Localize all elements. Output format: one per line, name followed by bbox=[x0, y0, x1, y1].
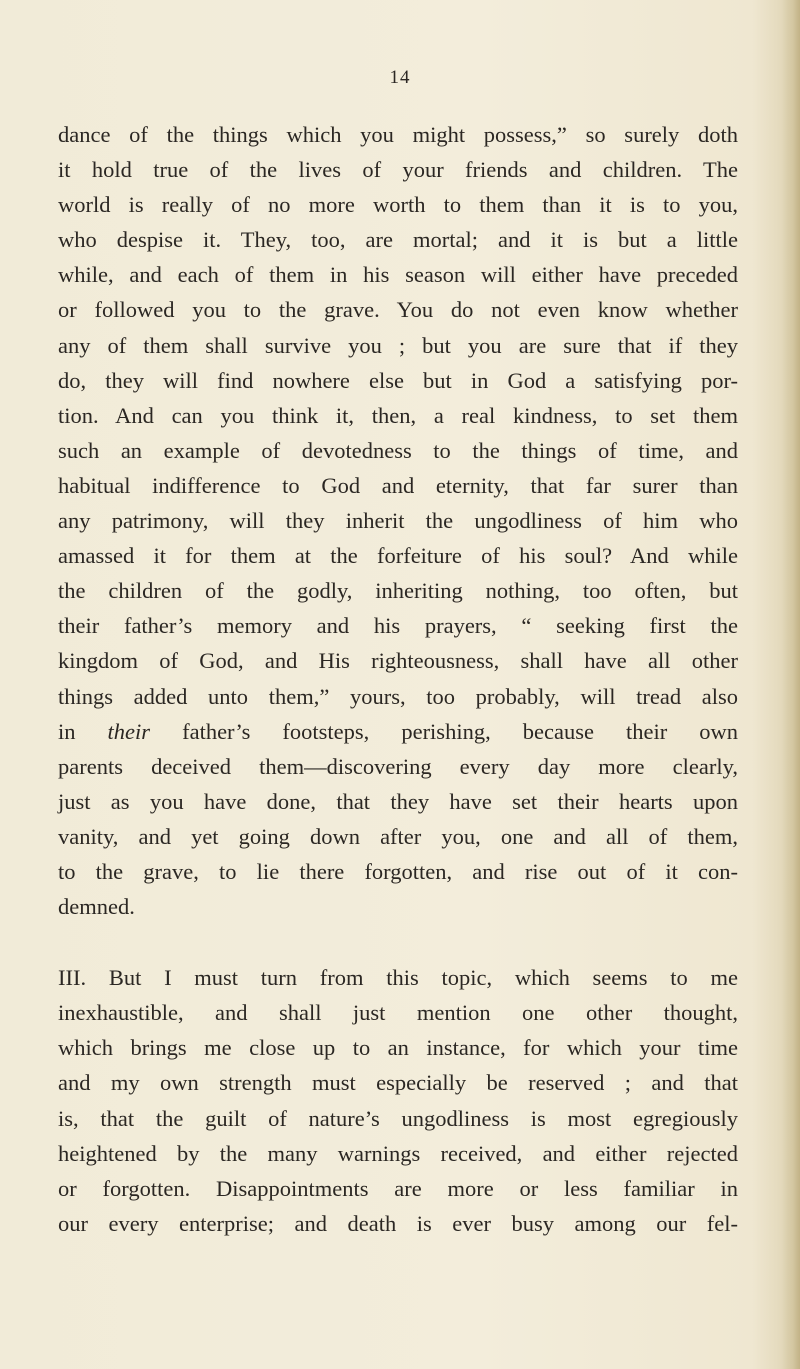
text-line: habitual indifference to God and eternity, that far surer than bbox=[58, 472, 738, 498]
text-line: III. But I must turn from this topic, which seems to me bbox=[58, 965, 738, 991]
text-line: inexhaustible, and shall just mention one other thought, bbox=[58, 1000, 738, 1026]
text-line: and my own strength must especially be reserved ; and that bbox=[58, 1070, 738, 1096]
text-line: the children of the godly, inheriting nothing, too often, but bbox=[58, 578, 738, 604]
text-line: is, that the guilt of nature’s ungodliness is most egregiously bbox=[58, 1105, 738, 1131]
text-line: demned. bbox=[58, 894, 135, 920]
text-line: do, they will find nowhere else but in God a satisfying por- bbox=[58, 367, 738, 393]
text-line: heightened by the many warnings received, and either rejected bbox=[58, 1140, 738, 1166]
text-line: their father’s memory and his prayers, “ seeking first the bbox=[58, 613, 738, 639]
text-line: tion. And can you think it, then, a real kindness, to set them bbox=[58, 402, 738, 428]
italic-word: their bbox=[107, 718, 151, 744]
text-line: amassed it for them at the forfeiture of his soul? And while bbox=[58, 543, 738, 569]
text-line: our every enterprise; and death is ever busy among our fel- bbox=[58, 1210, 738, 1236]
text-line: such an example of devotedness to the things of time, and bbox=[58, 437, 738, 463]
text-line: dance of the things which you might possess,” so surely doth bbox=[58, 122, 738, 147]
page-edge-shadow bbox=[782, 0, 800, 1369]
text-line: parents deceived them—discovering every day more clearly, bbox=[58, 753, 738, 779]
text-line: or forgotten. Disappointments are more or less familiar in bbox=[58, 1175, 738, 1201]
text-line: world is really of no more worth to them than it is to you, bbox=[58, 192, 738, 218]
text-line: who despise it. They, too, are mortal; and it is but a little bbox=[58, 227, 738, 253]
body-text bbox=[58, 117, 738, 1241]
paragraph-gap bbox=[58, 924, 738, 960]
text-line: which brings me close up to an instance, for which your time bbox=[58, 1035, 738, 1061]
text-line: things added unto them,” yours, too probably, will tread also bbox=[58, 683, 738, 709]
text-line: in their father’s footsteps, perishing, because their own bbox=[58, 718, 738, 744]
paragraph-2 bbox=[58, 960, 738, 1241]
text-line: vanity, and yet going down after you, one and all of them, bbox=[58, 823, 738, 849]
text-line: just as you have done, that they have set their hearts upon bbox=[58, 788, 738, 814]
text-line: any of them shall survive you ; but you are sure that if they bbox=[58, 332, 738, 358]
text-line: any patrimony, will they inherit the ungodliness of him who bbox=[58, 508, 738, 534]
text-line: or followed you to the grave. You do not even know whether bbox=[58, 297, 738, 323]
text-line: kingdom of God, and His righteousness, shall have all other bbox=[58, 648, 738, 674]
text-line: to the grave, to lie there forgotten, and rise out of it con- bbox=[58, 858, 738, 884]
text-line: it hold true of the lives of your friends and children. The bbox=[58, 157, 738, 183]
text-line: while, and each of them in his season will either have preceded bbox=[58, 262, 738, 288]
page-number: 14 bbox=[389, 67, 411, 88]
paragraph-1 bbox=[58, 117, 738, 924]
